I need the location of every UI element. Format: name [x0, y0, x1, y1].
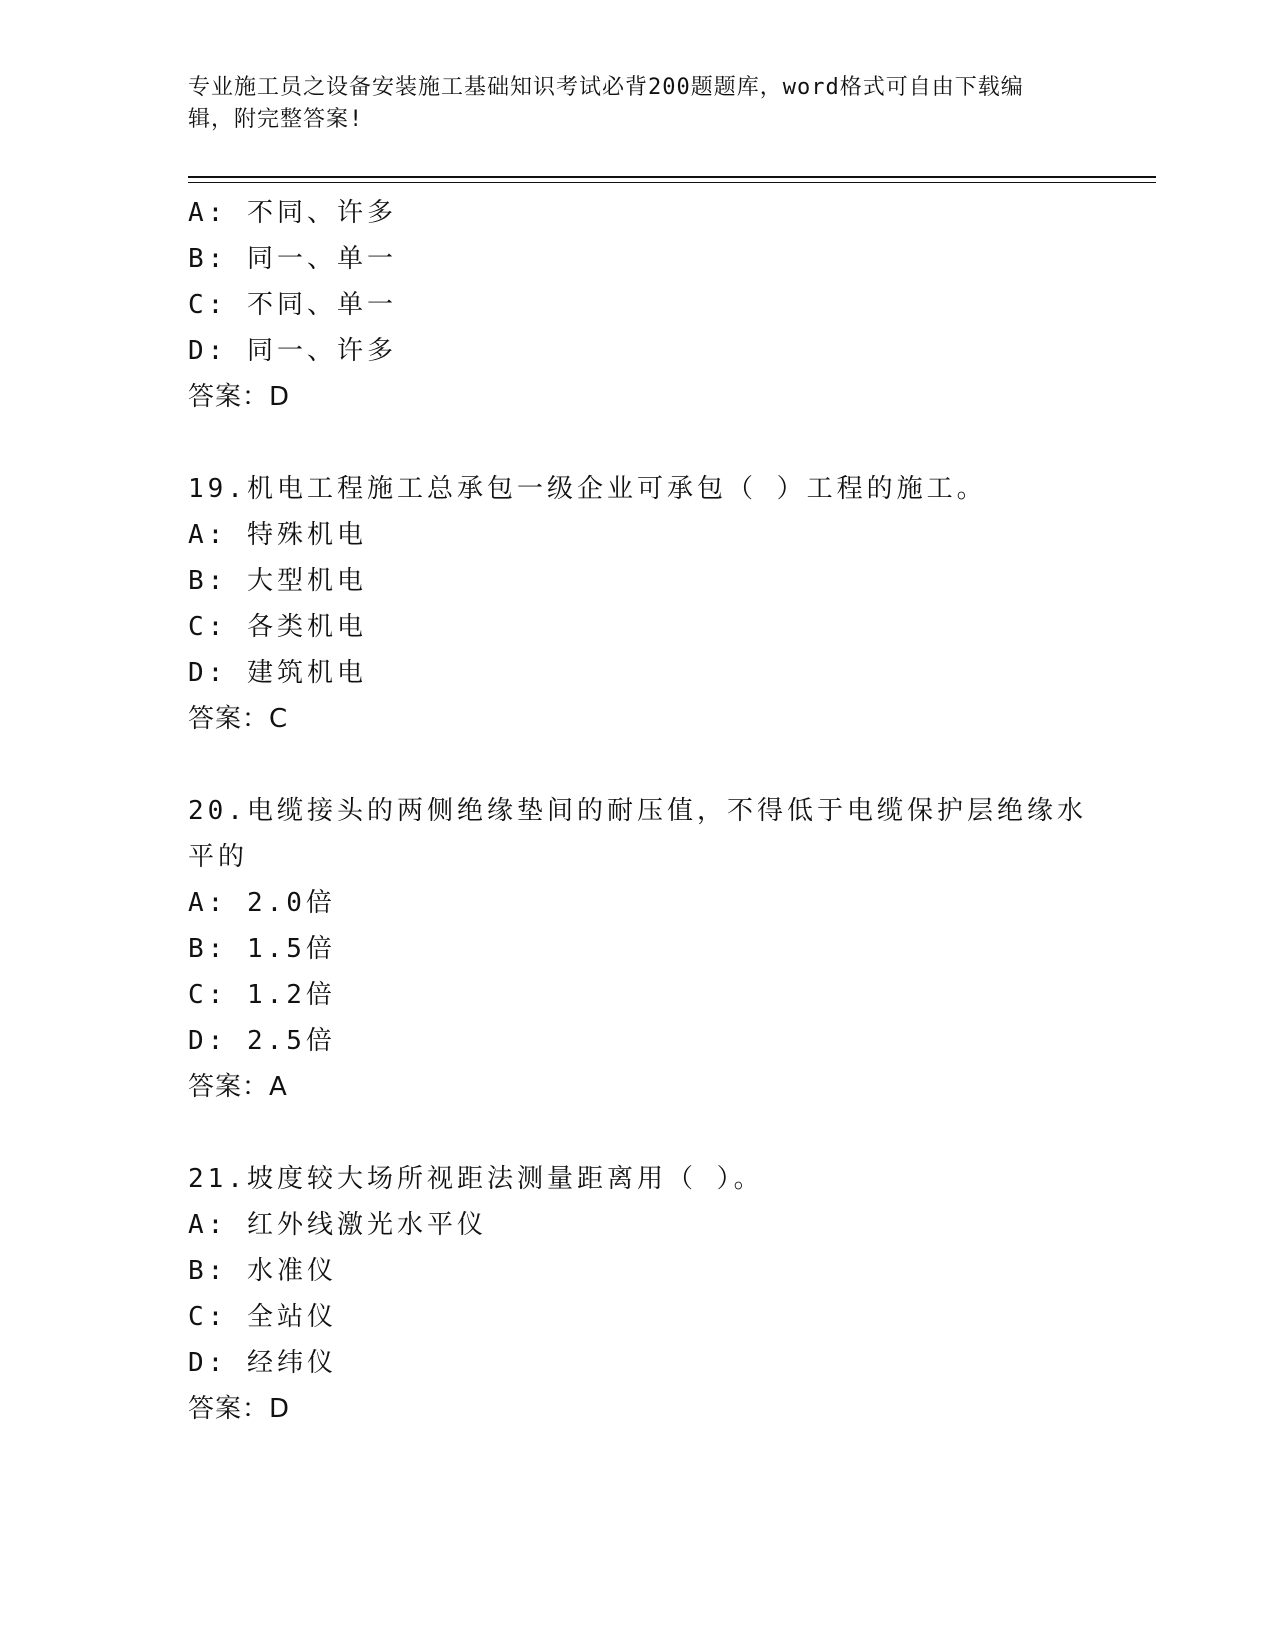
- option-text: 全站仪: [246, 1302, 337, 1332]
- option-a: [188, 880, 1088, 926]
- option-letter: A:: [188, 1210, 228, 1240]
- option-a: [188, 1202, 1088, 1248]
- document-header: 专业施工员之设备安装施工基础知识考试必背200题题库，word格式可自由下载编辑，附完整答案!: [188, 75, 1024, 132]
- option-c: [188, 972, 1088, 1018]
- option-text: 红外线激光水平仪: [246, 1210, 487, 1240]
- option-text: 同一、单一: [246, 244, 397, 274]
- option-letter: B:: [188, 1256, 228, 1286]
- option-letter: B:: [188, 566, 228, 596]
- question-list: [188, 190, 1088, 1432]
- option-text: 水准仪: [246, 1256, 337, 1286]
- answer-line: 答案：C: [188, 704, 289, 734]
- option-b: [188, 926, 1088, 972]
- option-b: [188, 236, 1088, 282]
- spacer: [188, 742, 1088, 788]
- answer-line: 答案：D: [188, 1394, 291, 1424]
- option-letter: C:: [188, 290, 228, 320]
- header-divider-thick: [188, 176, 1156, 178]
- option-c: [188, 282, 1088, 328]
- option-text: 大型机电: [246, 566, 367, 596]
- option-text: 同一、许多: [246, 336, 397, 366]
- option-letter: C:: [188, 1302, 228, 1332]
- option-b: [188, 1248, 1088, 1294]
- option-d: [188, 1018, 1088, 1064]
- header-divider-thin: [188, 182, 1156, 183]
- option-d: [188, 650, 1088, 696]
- option-letter: D:: [188, 336, 228, 366]
- option-a: [188, 512, 1088, 558]
- option-letter: A:: [188, 888, 228, 918]
- question-block-19: [188, 466, 1088, 742]
- option-letter: D:: [188, 658, 228, 688]
- option-letter: C:: [188, 612, 228, 642]
- option-letter: B:: [188, 934, 228, 964]
- spacer: [188, 420, 1088, 466]
- spacer: [188, 1110, 1088, 1156]
- question-block-21: [188, 1156, 1088, 1432]
- option-text: 各类机电: [246, 612, 367, 642]
- option-letter: A:: [188, 520, 228, 550]
- answer-line: 答案：D: [188, 382, 291, 412]
- option-text: 1.2倍: [246, 980, 336, 1010]
- option-text: 经纬仪: [246, 1348, 337, 1378]
- option-letter: C:: [188, 980, 228, 1010]
- answer-line: 答案：A: [188, 1072, 288, 1102]
- question-text: 21.坡度较大场所视距法测量距离用（ ）。: [188, 1164, 764, 1194]
- option-d: [188, 1340, 1088, 1386]
- option-letter: B:: [188, 244, 228, 274]
- option-text: 特殊机电: [246, 520, 367, 550]
- option-letter: A:: [188, 198, 228, 228]
- option-a: [188, 190, 1088, 236]
- option-text: 2.0倍: [246, 888, 336, 918]
- option-c: [188, 604, 1088, 650]
- option-text: 1.5倍: [246, 934, 336, 964]
- option-text: 2.5倍: [246, 1026, 336, 1056]
- question-block-prev: [188, 190, 1088, 420]
- question-block-20: [188, 788, 1088, 1110]
- option-d: [188, 328, 1088, 374]
- question-text: 19.机电工程施工总承包一级企业可承包（ ）工程的施工。: [188, 474, 987, 504]
- option-c: [188, 1294, 1088, 1340]
- option-b: [188, 558, 1088, 604]
- option-letter: D:: [188, 1026, 228, 1056]
- question-text: 20.电缆接头的两侧绝缘垫间的耐压值，不得低于电缆保护层绝缘水平的: [188, 796, 1087, 872]
- option-letter: D:: [188, 1348, 228, 1378]
- option-text: 不同、许多: [246, 198, 397, 228]
- option-text: 建筑机电: [246, 658, 367, 688]
- option-text: 不同、单一: [246, 290, 397, 320]
